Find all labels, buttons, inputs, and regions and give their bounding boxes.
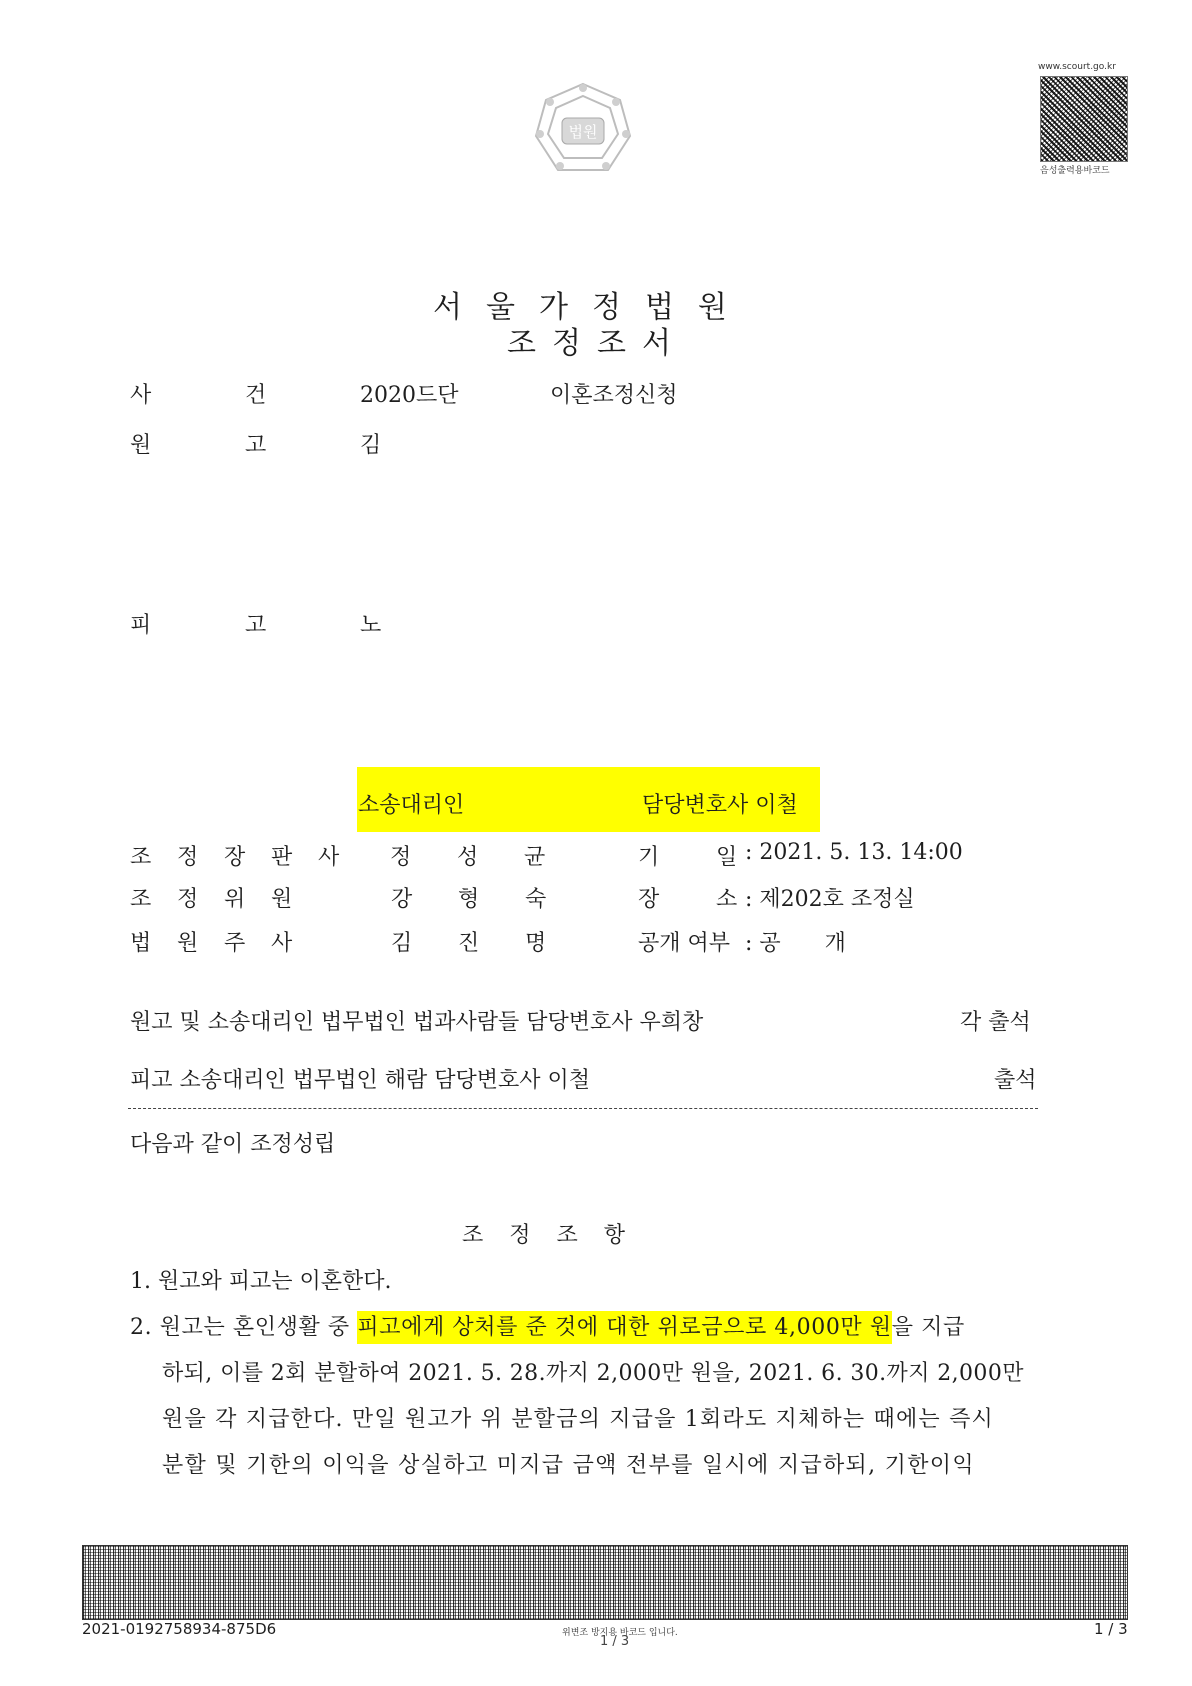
defendant-label-2: 고 bbox=[245, 613, 267, 638]
official-name-char: 진 bbox=[458, 931, 480, 956]
qr-code bbox=[1040, 76, 1128, 162]
attendance-defendant-status: 출석 bbox=[994, 1068, 1037, 1093]
official-role-char: 주 bbox=[224, 931, 246, 956]
case-label-2: 건 bbox=[245, 383, 267, 408]
attendance-plaintiff-status: 각 출석 bbox=[960, 1010, 1031, 1035]
official-name-char: 김 bbox=[391, 931, 413, 956]
official-name-char: 숙 bbox=[525, 887, 547, 912]
doc-type-char: 조 bbox=[507, 326, 538, 361]
official-name-char: 균 bbox=[524, 845, 546, 870]
agent-value: 담당변호사 이철 bbox=[642, 793, 798, 818]
agent-label: 소송대리인 bbox=[358, 793, 465, 818]
divider-dashed bbox=[128, 1108, 1038, 1109]
court-title-char: 원 bbox=[697, 290, 729, 325]
official-role-char: 원 bbox=[271, 887, 293, 912]
terms-heading-char: 조 bbox=[462, 1223, 484, 1248]
page-number-right: 1 / 3 bbox=[1094, 1620, 1128, 1638]
plaintiff-name: 김 bbox=[360, 433, 382, 458]
term-item-2-line-2: 하되, 이를 2회 분할하여 2021. 5. 28.까지 2,000만 원을, 2021. 6. 30.까지 2,000만 bbox=[162, 1361, 1024, 1386]
official-role-char: 정 bbox=[177, 887, 199, 912]
official-role-char: 위 bbox=[224, 887, 246, 912]
date-label-1: 기 bbox=[638, 845, 660, 870]
site-url: www.scourt.go.kr bbox=[1038, 62, 1116, 72]
official-role-char: 사 bbox=[318, 845, 340, 870]
official-role-char: 판 bbox=[271, 845, 293, 870]
official-row-1 bbox=[130, 840, 547, 871]
term-item-2-highlight: 피고에게 상처를 준 것에 대한 위로금으로 4,000만 원 bbox=[357, 1311, 891, 1344]
official-role-char: 조 bbox=[130, 845, 152, 870]
term-item-2-line-3: 원을 각 지급한다. 만일 원고가 위 분할금의 지급을 1회라도 지체하는 때에는 즉시 bbox=[162, 1407, 994, 1432]
term-item-2-suffix: 을 지급 bbox=[891, 1315, 965, 1340]
court-seal-emblem bbox=[530, 78, 636, 184]
term-item-2-prefix: 2. 원고는 혼인생활 중 bbox=[130, 1315, 358, 1340]
official-name-char: 형 bbox=[458, 887, 480, 912]
official-name-char: 성 bbox=[457, 845, 479, 870]
doc-type-char: 정 bbox=[551, 326, 583, 361]
official-role-char: 장 bbox=[224, 845, 246, 870]
place-label-1: 장 bbox=[638, 887, 660, 912]
court-title-char: 서 bbox=[433, 290, 464, 325]
doc-type-char: 서 bbox=[641, 326, 673, 361]
term-item-2-line-1 bbox=[130, 1310, 965, 1341]
date-label-2: 일 bbox=[716, 845, 738, 870]
official-name-char: 명 bbox=[525, 931, 547, 956]
document-type-title bbox=[500, 318, 680, 362]
terms-heading bbox=[462, 1218, 625, 1249]
barcode-note: 위변조 방지용 바코드 입니다. bbox=[562, 1628, 678, 1638]
official-name-char: 정 bbox=[390, 845, 412, 870]
case-name: 이혼조정신청 bbox=[550, 383, 678, 408]
official-role-char: 조 bbox=[130, 887, 152, 912]
term-item-1: 1. 원고와 피고는 이혼한다. bbox=[130, 1269, 392, 1294]
official-row-2 bbox=[130, 882, 548, 913]
qr-caption: 음성출력용바코드 bbox=[1040, 166, 1110, 176]
plaintiff-label-1: 원 bbox=[130, 433, 152, 458]
doc-type-char: 조 bbox=[596, 326, 628, 361]
seal-text: 법원 bbox=[568, 123, 598, 141]
official-name-char: 강 bbox=[391, 887, 413, 912]
court-title-char: 정 bbox=[591, 290, 623, 325]
terms-heading-char: 항 bbox=[603, 1223, 626, 1248]
official-role-char: 원 bbox=[177, 931, 199, 956]
court-title-char: 가 bbox=[538, 290, 570, 325]
defendant-label-1: 피 bbox=[130, 613, 152, 638]
place-value: : 제202호 조정실 bbox=[745, 887, 915, 912]
official-role-char: 사 bbox=[271, 931, 293, 956]
court-title-char: 울 bbox=[485, 290, 517, 325]
official-role-char: 정 bbox=[177, 845, 199, 870]
public-label: 공개 여부 bbox=[638, 931, 731, 956]
case-number: 2020드단 bbox=[360, 383, 459, 408]
terms-heading-char: 정 bbox=[509, 1223, 531, 1248]
attendance-plaintiff: 원고 및 소송대리인 법무법인 법과사람들 담당변호사 우희창 bbox=[130, 1010, 704, 1035]
anti-forgery-barcode bbox=[82, 1545, 1128, 1620]
public-value: : 공 개 bbox=[745, 931, 846, 956]
court-title-char: 법 bbox=[644, 290, 676, 325]
term-item-2-line-4: 분할 및 기한의 이익을 상실하고 미지급 금액 전부를 일시에 지급하되, 기한이익 bbox=[162, 1453, 975, 1478]
mediation-result: 다음과 같이 조정성립 bbox=[130, 1132, 336, 1157]
defendant-name: 노 bbox=[360, 613, 382, 638]
page-number-center: 1 / 3 bbox=[600, 1634, 630, 1649]
case-label-1: 사 bbox=[130, 383, 152, 408]
official-role-char: 법 bbox=[130, 931, 152, 956]
place-label-2: 소 bbox=[716, 887, 738, 912]
document-id: 2021-0192758934-875D6 bbox=[82, 1620, 277, 1638]
plaintiff-label-2: 고 bbox=[245, 433, 267, 458]
date-value: : 2021. 5. 13. 14:00 bbox=[745, 840, 963, 865]
official-row-3 bbox=[130, 926, 548, 957]
terms-heading-char: 조 bbox=[556, 1223, 578, 1248]
attendance-defendant: 피고 소송대리인 법무법인 해람 담당변호사 이철 bbox=[130, 1068, 591, 1093]
